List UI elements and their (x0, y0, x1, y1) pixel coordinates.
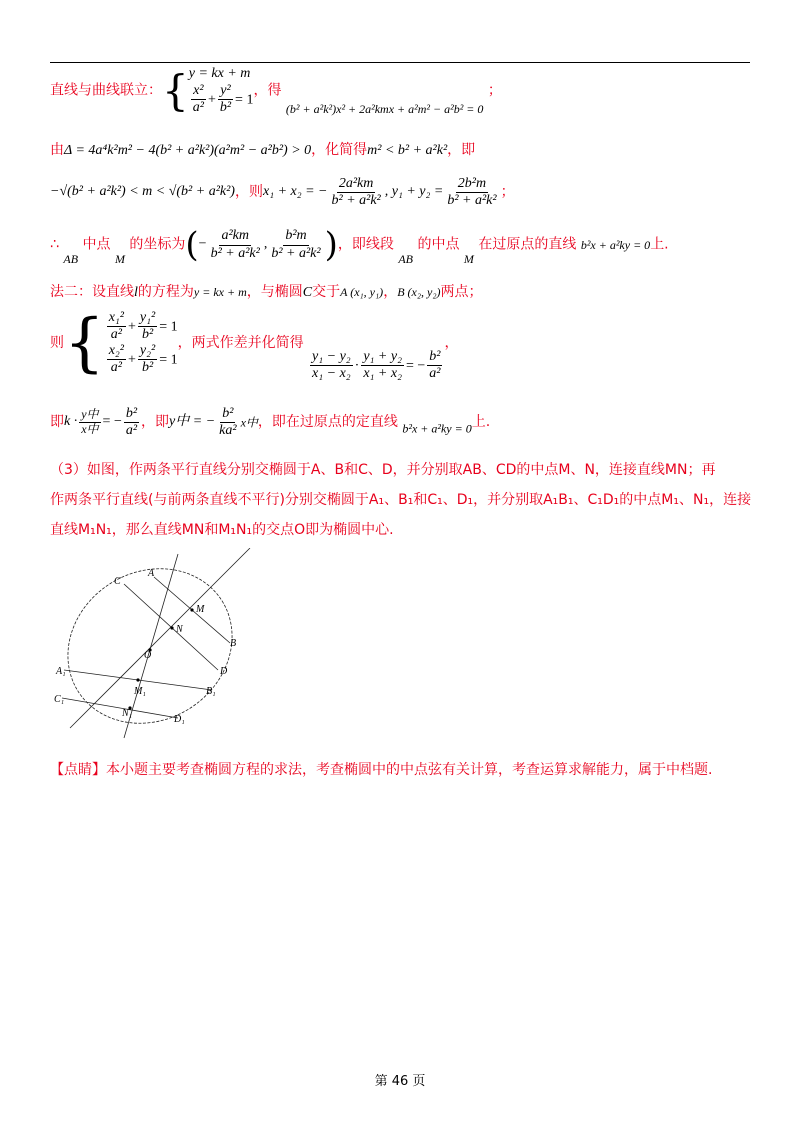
line3-end: ； (500, 184, 515, 201)
line-discriminant (50, 142, 475, 160)
construction-line-1: （3）如图，作两条平行直线分别交椭圆于A、B和C、D，并分别取AB、CD的中点M、N，连接直线MN；再 (50, 462, 716, 478)
m-label: M (114, 252, 125, 266)
delta-prefix: 由 (50, 142, 64, 158)
construction-line-3: 直线M₁N₁，那么直线MN和M₁N₁的交点O即为椭圆中心. (50, 522, 394, 538)
label-b1: B₁ (206, 686, 216, 697)
difference-result: $\frac{\text{y₁ − y₂}}{\text{x₁ − x₂}}$ · $\frac{\text{y₁ + y₂}}{\text{x₁ + x₂}}$ = − $\frac{\text{b²}}{\text{a²}}$ (312, 348, 441, 381)
separator: ， (383, 284, 398, 300)
segment-text: ，即线段 (337, 236, 394, 253)
then-text: ，则 (234, 184, 263, 201)
label-c1: C₁ (54, 694, 65, 705)
delta-expression: Δ = 4a⁴k²m² − 4(b² + a²k²)(a²m² − a²b²) > 0 (64, 143, 312, 158)
coord-x-fraction: $\frac{\text{a²km}}{\text{b² + a²k²}}$ (210, 228, 260, 261)
line-system-setup (50, 66, 502, 116)
construction-line-2: 作两条平行直线(与前两条直线不平行)分别交椭圆于A₁、B₁和C₁、D₁，并分别取A₁B₁、C₁D₁的中点M₁、N₁，连接 (50, 492, 752, 508)
m-label-2: M (463, 252, 474, 266)
x-mid: x中 (240, 415, 258, 430)
intersect-text: 交于 (312, 284, 341, 300)
line-point-difference (50, 306, 459, 382)
sum-x-label: x₁ + x₂ = − (262, 184, 328, 200)
line7-end: 上. (471, 414, 491, 431)
eq-line: y = kx + m (188, 66, 251, 81)
label-d: D (220, 666, 228, 677)
line-eq: y = kx + m (193, 285, 247, 299)
line-mn (70, 548, 250, 728)
left-brace-2: { (64, 306, 105, 381)
label-m1: M₁ (134, 686, 146, 697)
coord-y-fraction: $\frac{\text{b²m}}{\text{b² + a²k²}}$ (271, 228, 321, 261)
sum-x-fraction: $\frac{\text{2a²km}}{\text{b² + a²k²}}$ (331, 176, 381, 209)
line-midpoint: ∴ AB 中点 M 的坐标为(− $\frac{\text{a²km}}{\text{b² + a²k²}}$ , $\frac{\text{b²m}}{\text{b² + a²k²}}$ )，即线段 AB 的中点 M 在过原点的直线 b²x + a²ky = 0上. (50, 225, 669, 266)
chord-c1d1 (62, 698, 178, 718)
l-var: l (134, 285, 138, 300)
header-rule (50, 62, 750, 63)
coord-text: 的坐标为 (129, 236, 186, 253)
line-slope-relation: 即k · $\frac{\text{y中}}{\text{x中}}$ = − $\frac{\text{b²}}{\text{a²}}$ ，即y中 = − $\frac{\text{b²}}{\text{ka²}}$ x中，即在过原点的定直线 b²x + a²ky = 0上. (50, 406, 491, 439)
midpoint-text-2: 的中点 (417, 236, 460, 253)
k-dot: k · (64, 414, 78, 430)
label-b: B (230, 638, 237, 649)
fixed-line-eq: b²x + a²ky = 0 (402, 421, 472, 436)
namely-text: ，即 (141, 414, 170, 431)
label-c: C (114, 576, 121, 587)
midpoint-text: 中点 (82, 236, 111, 253)
close-paren: ) (324, 225, 338, 265)
left-brace: { (162, 66, 189, 115)
method-two-text: 法二：设直线 (50, 284, 134, 300)
point-b: B (x₂, y₂) (397, 285, 441, 299)
then-prefix: 则 (50, 334, 64, 351)
simplify-text: ，化简得 (311, 142, 368, 158)
line1-end: ； (487, 82, 502, 99)
point-equations: $\frac{\text{x₁²}}{\text{a²}}$ + $\frac{\text{y₁²}}{\text{b²}}$ = 1 $\frac{\text{x₂²}}{\text{a²}}$ + $\frac{\text{y₂²}}{\text{b²}}$ = 1 (108, 310, 178, 376)
ab-label-2: AB (398, 252, 413, 266)
ab-label: AB (63, 252, 79, 266)
origin-line-text: 在过原点的直线 (478, 236, 577, 253)
ellipse-text: ，与椭圆 (246, 284, 303, 300)
quadratic-result: (b² + a²k²)x² + 2a²kmx + a²m² − a²b² = 0 (285, 102, 484, 116)
system-prefix: 直线与曲线联立： (50, 82, 162, 99)
therefore-symbol: ∴ (50, 236, 59, 253)
y-mid: y中 = − (169, 414, 216, 430)
page-number: 第 46 页 (374, 1074, 426, 1089)
line5-end: 两点； (440, 284, 483, 300)
point-a: A (x₁, y₁) (340, 285, 384, 299)
origin-line-eq: b²x + a²ky = 0 (580, 237, 651, 252)
label-n: N (176, 624, 183, 635)
label-d1: D₁ (174, 714, 185, 725)
m-range: −√(b² + a²k²) < m < √(b² + a²k²) (50, 184, 235, 200)
simplified-result: m² < b² + a²k² (367, 143, 448, 158)
line6-end: ， (444, 334, 459, 351)
ellipse-figure (50, 548, 270, 748)
eq-ellipse: $\frac{\text{x²}}{\text{a²}}$ + $\frac{\text{y²}}{\text{b²}}$ = 1 (192, 82, 254, 115)
difference-text: ，两式作差并化简得 (177, 334, 304, 351)
equation-text: 的方程为 (137, 284, 194, 300)
sum-y-fraction: $\frac{\text{2b²m}}{\text{b² + a²k²}}$ (447, 176, 497, 209)
line4-end: 上. (650, 236, 669, 253)
label-o: O (144, 650, 152, 661)
c-var: C (302, 285, 313, 300)
get-text: ，得 (253, 82, 282, 99)
label-a: A (148, 568, 155, 579)
label-a1: A₁ (56, 666, 66, 677)
line-vieta (50, 176, 515, 209)
open-paren: ( (185, 225, 199, 265)
label-n1: N₁ (122, 708, 133, 719)
line-method-two (50, 284, 483, 302)
comment-note: 【点睛】本小题主要考查椭圆方程的求法，考查椭圆中的中点弦有关计算，考查运算求解能力，属于中档题. (50, 762, 713, 778)
fixed-line-text: ，即在过原点的定直线 (257, 414, 398, 431)
namely-prefix: 即 (50, 414, 64, 431)
sum-y-label: , y₁ + y₂ = (384, 184, 444, 200)
label-m: M (196, 604, 205, 615)
line2-end: ，即 (447, 142, 476, 158)
